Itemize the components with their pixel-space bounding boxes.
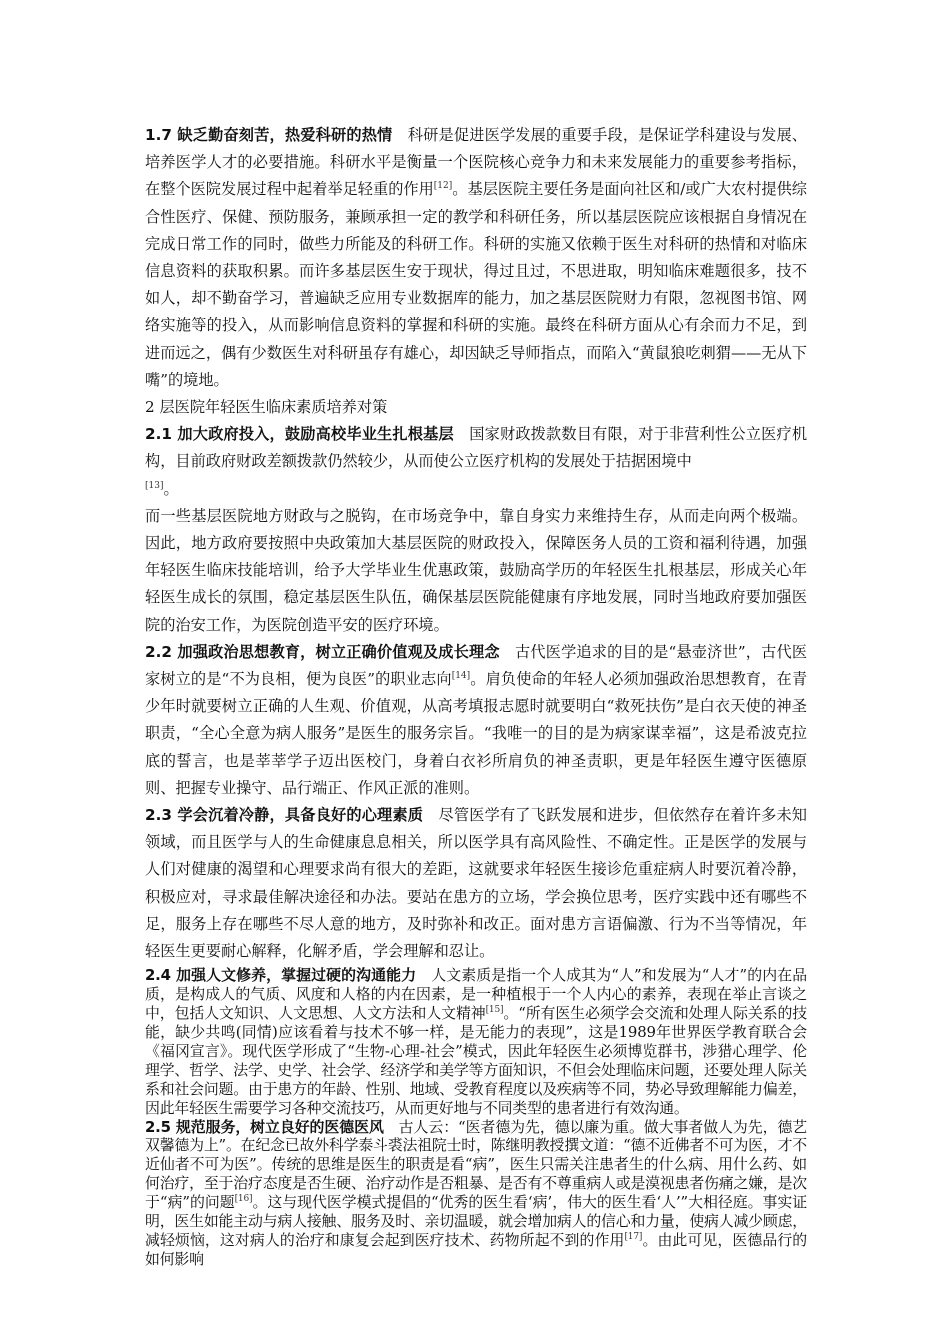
citation-ref: [17] xyxy=(624,1232,643,1243)
section-2-4 xyxy=(145,966,807,1117)
section-2-3 xyxy=(145,802,807,965)
paragraph-text: 。 xyxy=(163,479,179,498)
chapter-title: 2 层医院年轻医生临床素质培养对策 xyxy=(145,398,388,417)
chapter-2-title xyxy=(145,394,807,421)
paragraph-text: 。“所有医生必须学会交流和处理人际关系的技能，缺少共鸣(同情)应该看着与技术不够一样，是无能力的表现”，这是1989年世界医学教育联合会《福冈宣言》。现代医学形成了“生物-心理-社会”模式，因此年轻医生必须博览群书，涉猎心理学、伦理学、哲学、法学、史学、社会学、经济学和美学等方面知识，不但会处理临床问题，还要处理人际关系和社会问题。由于患方的年龄、性别、地域、受教育程度以及疾病等不同，势必导致理解能力偏差，因此年轻医生需要学习各种交流技巧，从而更好地与不同类型的患者进行有效沟通。 xyxy=(145,1004,807,1117)
section-1-7 xyxy=(145,122,807,394)
document-page xyxy=(145,122,807,1269)
section-heading-2-5: 2.5 规范服务，树立良好的医德医风 xyxy=(145,1117,384,1136)
paragraph-text: 国家财政拨款数目有限，对于非营利性公立医疗机构，目前政府财政差额拨款仍然较少，从而使公立医疗机构的发展处于拮据困境中 xyxy=(145,425,808,471)
citation-ref: [14] xyxy=(451,671,471,681)
section-2-1-continued xyxy=(145,503,807,639)
section-heading-1-7: 1.7 缺乏勤奋刻苦，热爱科研的热情 xyxy=(145,126,393,144)
section-2-2 xyxy=(145,639,807,802)
section-heading-2-3: 2.3 学会沉着冷静，具备良好的心理素质 xyxy=(145,806,424,825)
citation-ref: [16] xyxy=(234,1194,253,1205)
paragraph-text: 尽管医学有了飞跃发展和进步，但依然存在着许多未知领域，而且医学与人的生命健康息息相关，所以医学具有高风险性、不确定性。正是医学的发展与人们对健康的渴望和心理要求尚有很大的差距，这就要求年轻医生接诊危重症病人时要沉着冷静，积极应对，寻求最佳解决途径和办法。要站在患方的立场，学会换位思考，医疗实践中还有哪些不足，服务上存在哪些不尽人意的地方，及时弥补和改正。面对患方言语偏激、行为不当等情况，年轻医生更要耐心解释，化解矛盾，学会理解和忍让。 xyxy=(145,806,807,961)
citation-ref: [15] xyxy=(485,1005,504,1016)
citation-ref: [13] xyxy=(145,480,164,491)
paragraph-text: 。这与现代医学模式提倡的“优秀的医生看‘病’，伟大的医生看‘人’”大相径庭。事实证明，医生如能主动与病人接触、服务及时、亲切温暖，就会增加病人的信心和力量，使病人减少顾虑，减轻烦恼，这对病人的治疗和康复会起到医疗技术、药物所起不到的作用 xyxy=(145,1193,807,1249)
section-2-5 xyxy=(145,1118,807,1269)
paragraph-text: 。基层医院主要任务是面向社区和/或广大农村提供综合性医疗、保健、预防服务，兼顾承担一定的教学和科研任务，所以基层医院应该根据自身情况在完成日常工作的同时，做些力所能及的科研工作。科研的实施又依赖于医生对科研的热情和对临床信息资料的获取积累。而许多基层医生安于现状，得过且过，不思进取，明知临床难题很多，技不如人，却不勤奋学习，普遍缺乏应用专业数据库的能力，加之基层医院财力有限，忽视图书馆、网络实施等的投入，从而影响信息资料的掌握和科研的实施。最终在科研方面从心有余而力不足，到进而远之，偶有少数医生对科研虽存有雄心，却因缺乏导师指点，而陷入“黄鼠狼吃刺猬——无从下嘴”的境地。 xyxy=(145,180,807,389)
section-heading-2-2: 2.2 加强政治思想教育，树立正确价值观及成长理念 xyxy=(145,642,500,661)
paragraph-text: 人文素质是指一个人成其为“人”和发展为“人才”的内在品质，是构成人的气质、风度和人格的内在因素，是一种植根于一个人内心的素养，表现在举止言谈之中，包括人文知识、人文思想、人文方法和人文精神 xyxy=(145,966,807,1023)
citation-ref: [12] xyxy=(433,181,453,192)
paragraph-text: 。肩负使命的年轻人必须加强政治思想教育，在青少年时就要树立正确的人生观、价值观，从高考填报志愿时就要明白“救死扶伤”是白衣天使的神圣职责，“全心全意为病人服务”是医生的服务宗旨。“我唯一的目的是为病家谋幸福”，这是希波克拉底的誓言，也是莘莘学子迈出医校门，身着白衣衫所肩负的神圣责职，更是年轻医生遵守医德原则、把握专业操守、品行端正、作风正派的准则。 xyxy=(145,670,808,797)
section-heading-2-4: 2.4 加强人文修养，掌握过硬的沟通能力 xyxy=(145,966,417,985)
paragraph-text: 科研是促进医学发展的重要手段，是保证学科建设与发展、培养医学人才的必要措施。科研水平是衡量一个医院核心竞争力和未来发展能力的重要参考指标，在整个医院发展过程中起着举足轻重的作用 xyxy=(145,126,807,199)
section-heading-2-1: 2.1 加大政府投入，鼓励高校毕业生扎根基层 xyxy=(145,425,454,444)
paragraph-text: 古人云：“医者德为先，德以廉为重。做大事者做人为先，德艺双馨德为上”。在纪念已故外科学泰斗裘法祖院士时，陈继明教授撰文道：“德不近佛者不可为医，才不近仙者不可为医”。传统的思维是医生的职责是看“病”，医生只需关注患者生的什么病、用什么药、如何治疗，至于治疗态度是否生硬、治疗动作是否粗暴、是否有不尊重病人或是漠视患者伤痛之嫌，是次于“病”的问题 xyxy=(145,1117,807,1212)
paragraph-text: 。由此可见，医德品行的如何影响 xyxy=(145,1230,807,1268)
paragraph-text: 而一些基层医院地方财政与之脱钩，在市场竞争中，靠自身实力来维持生存，从而走向两个极端。因此，地方政府要按照中央政策加大基层医院的财政投入，保障医务人员的工资和福利待遇，加强年轻医生临床技能培训，给予大学毕业生优惠政策，鼓励高学历的年轻医生扎根基层，形成关心年轻医生成长的氛围，稳定基层医生队伍，确保基层医院能健康有序地发展，同时当地政府要加强医院的治安工作，为医院创造平安的医疗环境。 xyxy=(145,506,807,634)
section-2-1 xyxy=(145,421,807,503)
paragraph-text: 古代医学追求的目的是“悬壶济世”，古代医家树立的是“不为良相，便为良医”的职业志向 xyxy=(145,642,808,689)
